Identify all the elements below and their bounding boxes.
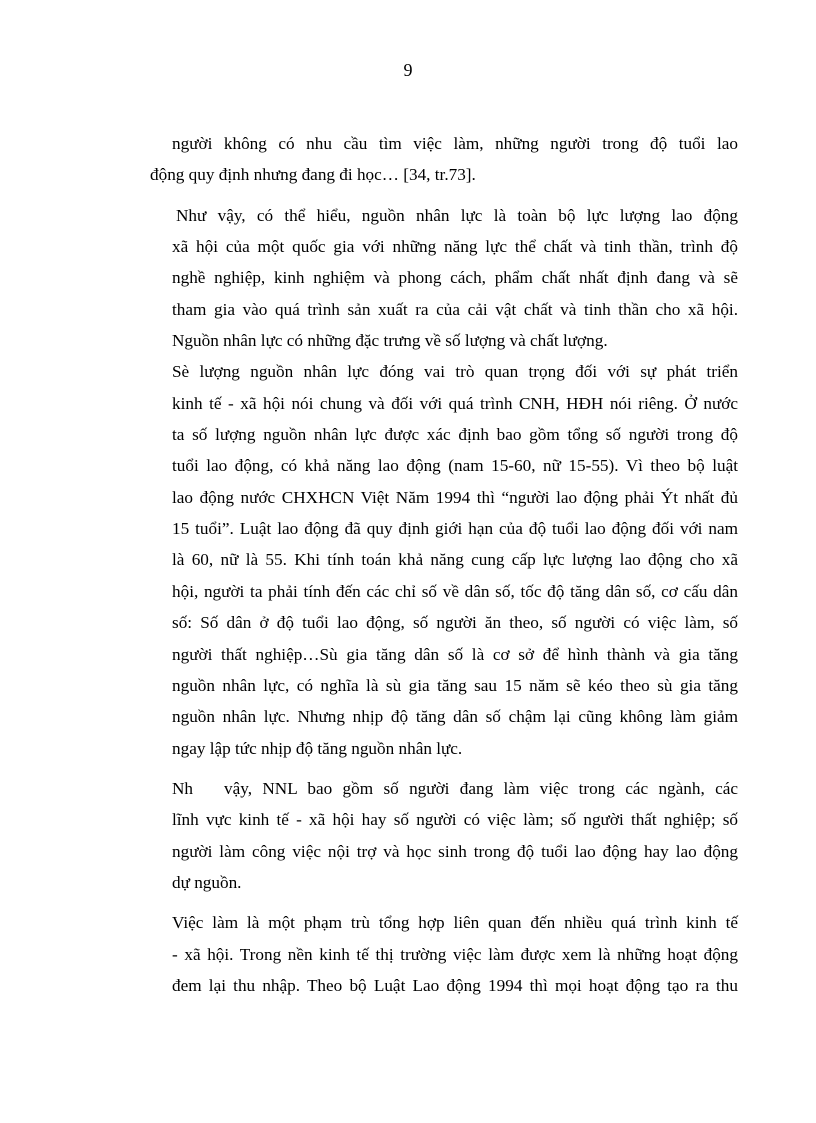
text-line: lao động nước CHXHCN Việt Năm 1994 thì “người lao động phải Ýt nhất đủ (172, 487, 738, 507)
text-line: dự nguồn. (172, 872, 242, 892)
text-line: nguồn nhân lực. Nhưng nhịp độ tăng dân số chậm lại cũng không làm giảm (172, 707, 738, 727)
text-line: Việc làm là một phạm trù tổng hợp liên quan đến nhiều quá trình kinh tế (172, 913, 738, 933)
text-line: Nguồn nhân lực có những đặc trưng về số lượng và chất lượng. (172, 331, 608, 351)
text-line: lĩnh vực kinh tế - xã hội hay số người có việc làm; số người thất nghiệp; số (172, 810, 738, 830)
text-line: số: Số dân ở độ tuổi lao động, số người ăn theo, số người có việc làm, số (172, 613, 738, 633)
text-line: nghề nghiệp, kinh nghiệm và phong cách, phẩm chất nhất định đang và sẽ (172, 268, 738, 288)
text-line: kinh tế - xã hội nói chung và đối với quá trình CNH, HĐH nói riêng. Ở nước (172, 393, 738, 413)
text-line: nguồn nhân lực, có nghĩa là sù gia tăng sau 15 năm sẽ kéo theo sù gia tăng (172, 675, 738, 695)
text-line: ngay lập tức nhịp độ tăng nguồn nhân lực. (172, 738, 463, 758)
text-line: 15 tuổi”. Luật lao động đã quy định giới hạn của độ tuổi lao động đối với nam (172, 519, 738, 539)
text-line: Nh vậy, NNL bao gồm số người đang làm việc trong các ngành, các (172, 778, 738, 798)
body-text (150, 128, 738, 1001)
text-line: - xã hội. Trong nền kinh tế thị trường việc làm được xem là những hoạt động (172, 944, 738, 964)
text-line: là 60, nữ là 55. Khi tính toán khả năng cung cấp lực lượng lao động cho xã (172, 550, 738, 570)
text-line: hội, người ta phải tính đến các chỉ số về dân số, tốc độ tăng dân số, cơ cấu dân (172, 581, 738, 601)
page-number: 9 (403, 60, 413, 80)
text-line: xã hội của một quốc gia với những năng lực thể chất và tinh thần, trình độ (172, 237, 738, 257)
text-line: Như vậy, có thể hiểu, nguồn nhân lực là toàn bộ lực lượng lao động (176, 205, 738, 225)
text-line: Sè lượng nguồn nhân lực đóng vai trò quan trọng đối với sự phát triển (172, 362, 738, 382)
text-line: người thất nghiệp…Sù gia tăng dân số là cơ sở để hình thành và gia tăng (172, 644, 738, 664)
text-line: người làm công việc nội trợ và học sinh trong độ tuổi lao động hay lao động (172, 841, 738, 861)
text-line: tuổi lao động, có khả năng lao động (nam 15-60, nữ 15-55). Vì theo bộ luật (172, 456, 738, 476)
text-line: người không có nhu cầu tìm việc làm, những người trong độ tuổi lao (172, 134, 738, 153)
text-line: ta số lượng nguồn nhân lực được xác định bao gồm tổng số người trong độ (172, 425, 738, 445)
text-line: tham gia vào quá trình sản xuất ra của cải vật chất và tinh thần cho xã hội. (172, 299, 738, 319)
text-line: động quy định nhưng đang đi học… [34, tr.73]. (150, 165, 476, 185)
text-line: đem lại thu nhập. Theo bộ Luật Lao động 1994 thì mọi hoạt động tạo ra thu (172, 975, 738, 995)
